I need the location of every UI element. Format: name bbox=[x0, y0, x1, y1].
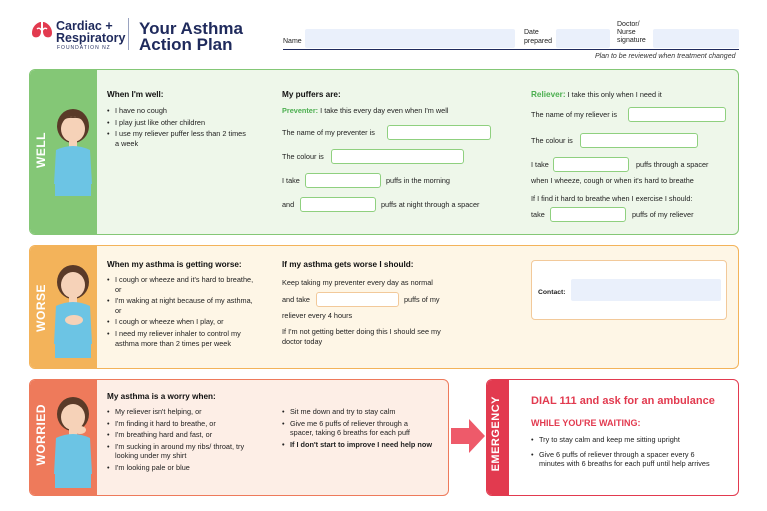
reliever-when-text: when I wheeze, cough or when it's hard to breathe bbox=[531, 176, 694, 185]
exercise-line: If I find it hard to breathe when I exercise I should: bbox=[531, 194, 693, 203]
contact-label: Contact: bbox=[538, 289, 566, 296]
child-worse-illustration-icon bbox=[50, 262, 96, 362]
exercise-puffs-label: puffs of my reliever bbox=[632, 210, 694, 219]
list-item: • I use my reliever puffer less than 2 times a week bbox=[107, 129, 247, 148]
worried-signs-list bbox=[107, 407, 267, 475]
list-item: • Give me 6 puffs of reliever through a spacer, taking 6 breaths for each puff bbox=[282, 419, 432, 438]
well-when-list bbox=[107, 106, 247, 150]
reliever-colour-field[interactable] bbox=[580, 133, 698, 148]
dial-111-heading: DIAL 111 and ask for an ambulance bbox=[531, 395, 715, 407]
list-item: • I'm breathing hard and fast, or bbox=[107, 430, 267, 440]
list-item: • I have no cough bbox=[107, 106, 247, 116]
child-well-illustration-icon bbox=[50, 106, 96, 198]
not-better-text: If I'm not getting better doing this I should see my doctor today bbox=[282, 327, 441, 346]
and-take-label: and take bbox=[282, 295, 310, 304]
logo-subtitle: FOUNDATION NZ bbox=[57, 45, 111, 51]
list-item: • I'm finding it hard to breathe, or bbox=[107, 419, 267, 429]
date-label-1: Date bbox=[524, 29, 539, 36]
list-item: • I'm waking at night because of my asthma, or bbox=[107, 296, 257, 315]
worse-when-heading: When my asthma is getting worse: bbox=[107, 260, 242, 269]
reliever-label: Reliever: bbox=[531, 90, 566, 99]
worried-panel bbox=[29, 379, 449, 496]
list-item: • I'm sucking in around my ribs/ throat, try looking under my shirt bbox=[107, 442, 267, 461]
list-item: • I need my reliever inhaler to control my asthma more than 2 times per week bbox=[107, 329, 257, 348]
worse-when-list bbox=[107, 275, 257, 350]
contact-box bbox=[531, 260, 727, 320]
preventer-colour-field[interactable] bbox=[331, 149, 464, 164]
emergency-panel bbox=[486, 379, 739, 496]
list-item: • My reliever isn't helping, or bbox=[107, 407, 267, 417]
header bbox=[0, 0, 767, 65]
doctor-label-1: Doctor/ bbox=[617, 21, 640, 28]
puffs-of-my-label: puffs of my bbox=[404, 295, 440, 304]
signature-field[interactable] bbox=[653, 29, 739, 48]
doctor-label-3: signature bbox=[617, 37, 646, 44]
worse-should-heading: If my asthma gets worse I should: bbox=[282, 260, 414, 269]
preventer-morning-label: puffs in the morning bbox=[386, 176, 450, 185]
reliever-name-label: The name of my reliever is bbox=[531, 110, 617, 119]
emergency-side-label: EMERGENCY bbox=[490, 396, 502, 472]
reliever-colour-label: The colour is bbox=[531, 136, 573, 145]
reliever-line bbox=[531, 90, 662, 100]
worse-panel bbox=[29, 245, 739, 369]
well-when-heading: When I'm well: bbox=[107, 90, 164, 99]
date-label-2: prepared bbox=[524, 38, 553, 45]
name-field[interactable] bbox=[305, 29, 515, 48]
emergency-list bbox=[531, 435, 711, 471]
list-item: • If I don't start to improve I need help now bbox=[282, 440, 432, 450]
logo-line1: Cardiac + bbox=[56, 19, 113, 33]
list-item: • I'm looking pale or blue bbox=[107, 463, 267, 473]
worse-puffs-field[interactable] bbox=[316, 292, 399, 307]
worried-actions-list bbox=[282, 407, 432, 451]
preventer-night-field[interactable] bbox=[300, 197, 376, 212]
arrow-right-icon bbox=[451, 419, 485, 453]
contact-field[interactable] bbox=[571, 279, 721, 301]
page-title-line2: Action Plan bbox=[139, 35, 233, 54]
preventer-colour-label: The colour is bbox=[282, 152, 324, 161]
reliever-desc: I take this only when I need it bbox=[567, 90, 662, 99]
list-item: • Sit me down and try to stay calm bbox=[282, 407, 432, 417]
preventer-and-label: and bbox=[282, 200, 295, 209]
worse-side-label: WORSE bbox=[34, 284, 48, 332]
puffers-heading: My puffers are: bbox=[282, 90, 341, 99]
date-field[interactable] bbox=[556, 29, 610, 48]
preventer-night-label: puffs at night through a spacer bbox=[381, 200, 480, 209]
preventer-name-field[interactable] bbox=[387, 125, 491, 140]
waiting-heading: WHILE YOU'RE WAITING: bbox=[531, 418, 641, 428]
emergency-side-bar bbox=[487, 380, 509, 496]
doctor-label-2: Nurse bbox=[617, 29, 636, 36]
exercise-puffs-field[interactable] bbox=[550, 207, 626, 222]
list-item: • Try to stay calm and keep me sitting upright bbox=[531, 435, 711, 445]
preventer-line bbox=[282, 106, 448, 116]
preventer-name-label: The name of my preventer is bbox=[282, 128, 375, 137]
preventer-desc: I take this every day even when I'm well bbox=[320, 106, 449, 115]
reliever-puffs-field[interactable] bbox=[553, 157, 629, 172]
worried-heading: My asthma is a worry when: bbox=[107, 392, 216, 401]
list-item: • I play just like other children bbox=[107, 118, 247, 128]
exercise-take-label: take bbox=[531, 210, 545, 219]
preventer-label: Preventer: bbox=[282, 106, 319, 115]
header-divider bbox=[128, 18, 129, 50]
worried-side-label: WORRIED bbox=[34, 404, 48, 466]
review-note: Plan to be reviewed when treatment changed bbox=[595, 53, 736, 60]
list-item: • I cough or wheeze and it's hard to breathe, or bbox=[107, 275, 257, 294]
well-panel bbox=[29, 69, 739, 235]
every-4-hours-label: reliever every 4 hours bbox=[282, 311, 353, 320]
reliever-take-label: I take bbox=[531, 160, 549, 169]
child-worried-illustration-icon bbox=[50, 394, 96, 490]
name-label: Name bbox=[283, 38, 302, 45]
list-item: • I cough or wheeze when I play, or bbox=[107, 317, 257, 327]
reliever-name-field[interactable] bbox=[628, 107, 726, 122]
logo-line2: Respiratory bbox=[56, 31, 126, 45]
lungs-logo-icon bbox=[30, 20, 54, 40]
well-side-label: WELL bbox=[34, 132, 48, 168]
preventer-take-label: I take bbox=[282, 176, 300, 185]
list-item: • Give 6 puffs of reliever through a spacer every 6 minutes with 6 breaths for each puff until help arrives bbox=[531, 450, 711, 469]
keep-taking-line: Keep taking my preventer every day as normal bbox=[282, 278, 433, 287]
preventer-morning-field[interactable] bbox=[305, 173, 381, 188]
header-rule bbox=[283, 49, 739, 50]
reliever-spacer-label: puffs through a spacer bbox=[636, 160, 709, 169]
page-title-line1: Your Asthma bbox=[139, 19, 243, 38]
